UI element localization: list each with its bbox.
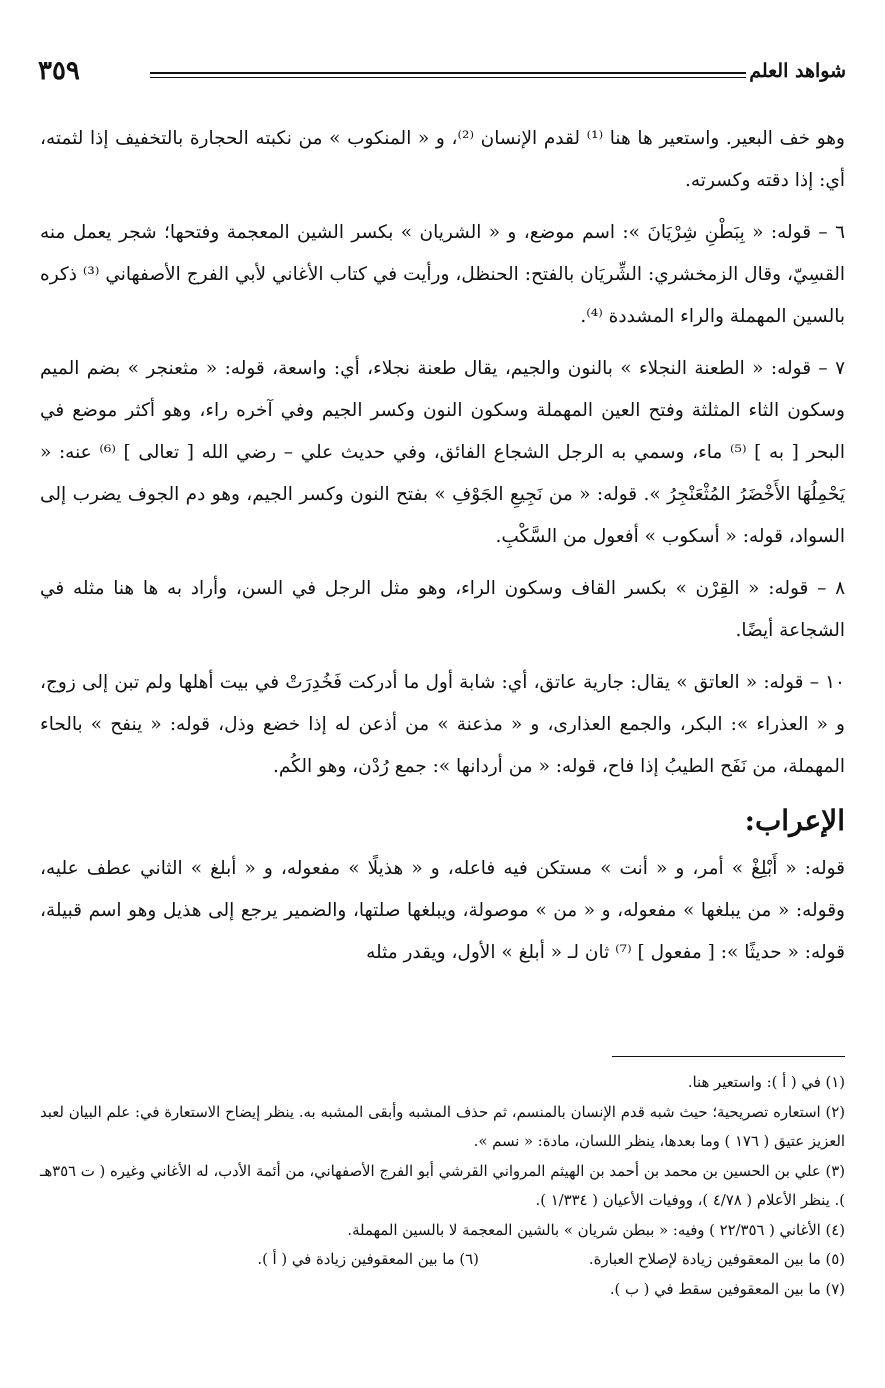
footnote-2: (٢) استعاره تصريحية؛ حيث شبه قدم الإنسان بالمنسم، ثم حذف المشبه وأبقى المشبه به. ينظر إيضاح الاستعارة في: علم البيان لعبد العزيز عتيق ( ١٧٦ ) وما بعدها، ينظر اللسان، مادة: « نسم ».	[40, 1103, 845, 1150]
footnote-1: (١) في ( أ ): واستعير هنا.	[687, 1074, 845, 1091]
paragraph-7: ٧ – قوله: « الطعنة النجلاء » بالنون والجيم، يقال طعنة نجلاء، أي: واسعة، قوله: « مثعنجر » بضم الميم وسكون الثاء المثلثة وفتح العين المهملة وسكون النون وكسر الجيم وفي آخره راء، وهو أكثر موضع في البحر [ به ] ⁽⁵⁾ ماء، وسمي به الرجل الشجاع الفائق، وفي حديث علي – رضي الله [ تعالى ] ⁽⁶⁾ عنه: « يَحْمِلُهَا الأَخْضَرُ المُثْعَنْجِرُ ». قوله: « من نَجِيعِ الجَوْفِ » بفتح النون وكسر الجيم، وهو دم الجوف يضرب إلى السواد، قوله: « أسكوب » أفعول من السَّكْبِ.	[40, 358, 846, 547]
footnote-3: (٣) علي بن الحسين بن محمد بن أحمد بن الهيثم المرواني القرشي أبو الفرج الأصفهاني، من أئمة الأدب، له الأغاني وغيره ( ت ٣٥٦هـ ). ينظر الأعلام ( ٤/٧٨ )، ووفيات الأعيان ( ١/٣٣٤ ).	[40, 1162, 845, 1209]
footnote-row-5-6	[40, 1245, 845, 1275]
paragraph-continuation: وهو خف البعير. واستعير ها هنا ⁽¹⁾ لقدم الإنسان ⁽²⁾، و « المنكوب » من نكبته الحجارة بالتخفيف إذا لثمته، أي: إذا دقته وكسرته.	[40, 128, 845, 191]
footnotes	[40, 1068, 845, 1304]
footnote-5: (٥) ما بين المعقوفين زيادة لإصلاح العبارة.	[588, 1251, 845, 1268]
running-title: شواهد العلم	[749, 60, 846, 82]
header-rule	[150, 72, 746, 78]
footnote-4: (٤) الأغاني ( ٢٢/٣٥٦ ) وفيه: « ببطن شريان » بالشين المعجمة لا بالسين المهملة.	[347, 1221, 845, 1239]
footnote-divider	[612, 1056, 845, 1057]
footnote-7: (٧) ما بين المعقوفين سقط في ( ب ).	[609, 1280, 845, 1298]
paragraph-8: ٨ – قوله: « القِرْن » بكسر القاف وسكون الراء، وهو مثل الرجل في السن، وأراد به ها هنا مثله في الشجاعة أيضًا.	[40, 578, 845, 641]
page-header	[38, 58, 846, 94]
section-heading-irab: الإعراب:	[744, 804, 845, 837]
page-number: ٣٥٩	[38, 56, 80, 86]
paragraph-6: ٦ – قوله: « بِبَطْنِ شِرْيَانَ »: اسم موضع، و « الشريان » بكسر الشين المعجمة وفتحها؛ شجر يعمل منه القسِيّ، وقال الزمخشري: الشِّريَان بالفتح: الحنظل، ورأيت في كتاب الأغاني لأبي الفرج الأصفهاني ⁽³⁾ ذكره بالسين المهملة والراء المشددة ⁽⁴⁾.	[40, 222, 845, 327]
main-text	[40, 118, 845, 984]
paragraph-irab: قوله: « أَبْلِغْ » أمر، و « أنت » مستكن فيه فاعله، و « هذيلًا » مفعوله، و « أبلغ » الثاني عطف عليه، وقوله: « من يبلغها » مفعوله، و « من » موصولة، ويبلغها صلتها، والضمير يرجع إلى هذيل وهو اسم قبيلة، قوله: « حديثًا »: [ مفعول ] ⁽⁷⁾ ثان لـ « أبلغ » الأول، ويقدر مثله	[40, 858, 845, 963]
footnote-6: (٦) ما بين المعقوفين زيادة في ( أ ).	[257, 1251, 479, 1268]
paragraph-10: ١٠ – قوله: « العاتق » يقال: جارية عاتق، أي: شابة أول ما أدركت فَخُدِرَتْ في بيت أهلها ولم تبن إلى زوج، و « العذراء »: البكر، والجمع العذارى، و « مذعنة » من أذعن له إذا خضع وذل، قوله: « ينفح » بالحاء المهملة، من نَفَح الطيبُ إذا فاح، قوله: « من أردانها »: جمع رُدْن، وهو الكُم.	[40, 672, 845, 777]
